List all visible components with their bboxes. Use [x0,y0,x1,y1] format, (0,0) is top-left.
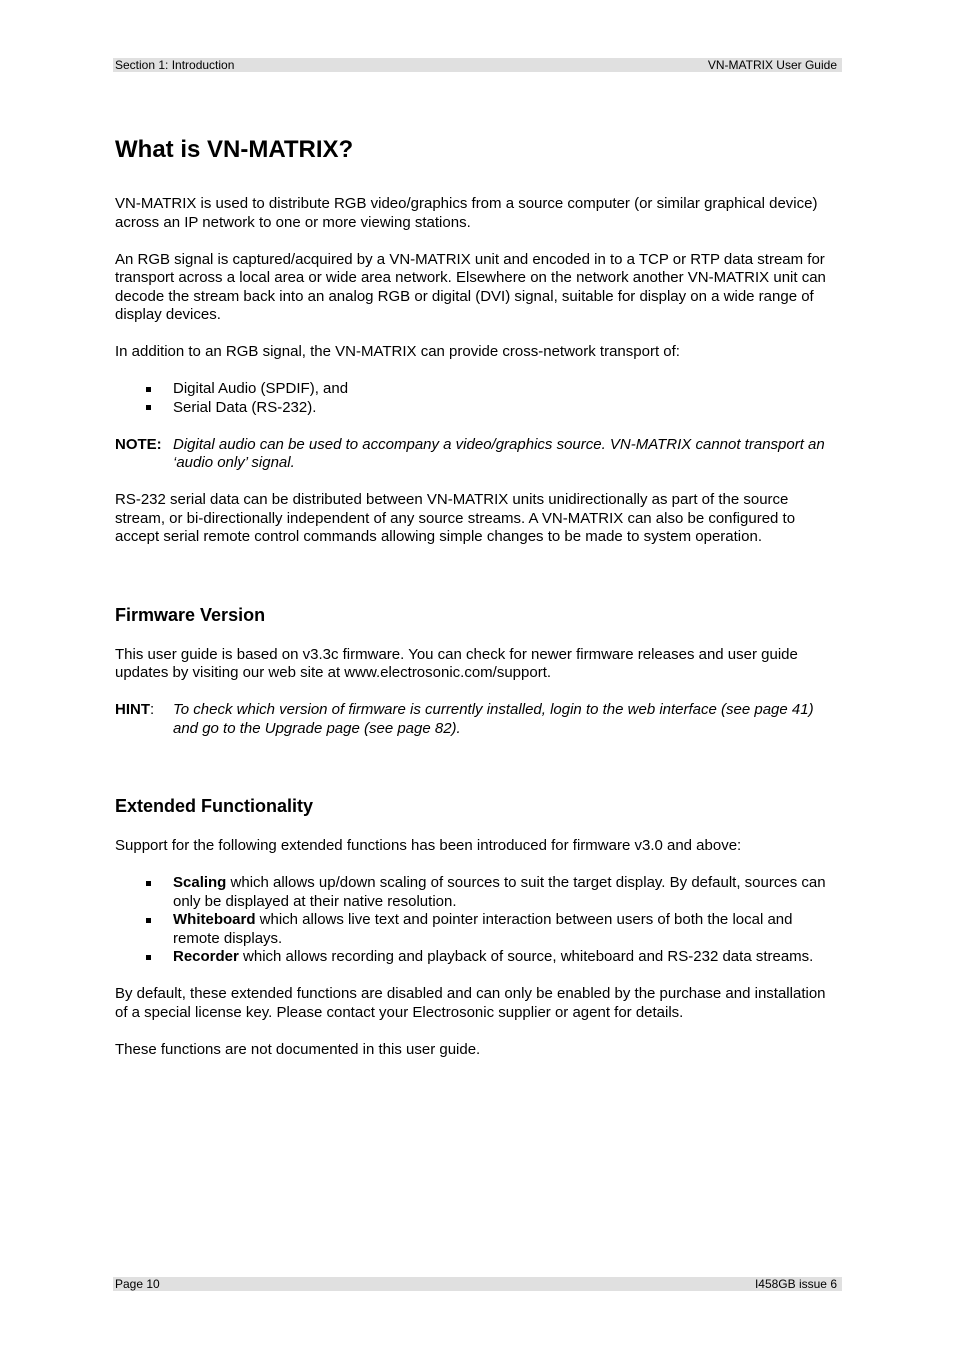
firmware-heading: Firmware Version [115,604,266,625]
header-guide-title: VN-MATRIX User Guide [707,58,837,72]
extended-heading: Extended Functionality [115,796,314,816]
extended-paragraph-3: These functions are not documented in this user guide. [115,1040,481,1058]
list-item: Whiteboard which allows live text and pointer interaction between users of both the local and remote displays. [115,911,841,948]
list-item: Scaling which allows up/down scaling of sources to suit the target display. By default, sources can only be displayed at their native resolution. [115,874,841,911]
transport-list [115,380,841,417]
intro-paragraph-3: In addition to an RGB signal, the VN-MATRIX can provide cross-network transport of: [115,343,680,360]
note-label: NOTE: [115,435,162,453]
list-item: Digital Audio (SPDIF), and [115,380,841,399]
page-content [115,134,841,1059]
list-item: Recorder which allows recording and playback of source, whiteboard and RS-232 data streams. [115,948,841,967]
intro-paragraph-4: RS-232 serial data can be distributed between VN-MATRIX units unidirectionally as part of the source stream, or bi-directionally independent of any source streams. A VN-MATRIX can also be configured to accept serial remote control commands allowing simple changes to be made to system operation. [115,491,796,545]
hint-block [115,701,841,738]
hint-text: To check which version of firmware is currently installed, login to the web interface (see page 41) and go to the Upgrade page (see page 82). [173,701,814,737]
page-title: What is VN-MATRIX? [115,136,354,163]
list-item: Serial Data (RS-232). [115,399,841,418]
firmware-paragraph: This user guide is based on v3.3c firmware. You can check for newer firmware releases and user guide updates by visiting our web site at www.electrosonic.com/support. [115,645,798,681]
document-issue: I458GB issue 6 [754,1277,837,1291]
extended-paragraph-2: By default, these extended functions are disabled and can only be enabled by the purchase and installation of a special license key. Please contact your Electrosonic supplier or agent for details. [115,985,826,1021]
note-block [115,436,841,473]
extended-paragraph-1: Support for the following extended functions has been introduced for firmware v3.0 and above: [115,837,742,854]
page-footer [113,1277,842,1291]
intro-paragraph-1: VN-MATRIX is used to distribute RGB video/graphics from a source computer (or similar graphical device) across an IP network to one or more viewing stations. [115,195,818,231]
header-section: Section 1: Introduction [115,58,235,72]
intro-paragraph-2: An RGB signal is captured/acquired by a VN-MATRIX unit and encoded in to a TCP or RTP data stream for transport across a local area or wide area network. Elsewhere on the network another VN-MATRIX unit can decode the stream back into an analog RGB or digital (DVI) signal, suitable for display on a wide range of display devices. [115,250,826,323]
hint-label: HINT: [115,701,155,718]
extended-list [115,874,841,967]
page-header [113,58,842,72]
page-number: Page 10 [115,1277,160,1291]
note-text: Digital audio can be used to accompany a video/graphics source. VN-MATRIX cannot transport an ‘audio only’ signal. [173,435,825,471]
